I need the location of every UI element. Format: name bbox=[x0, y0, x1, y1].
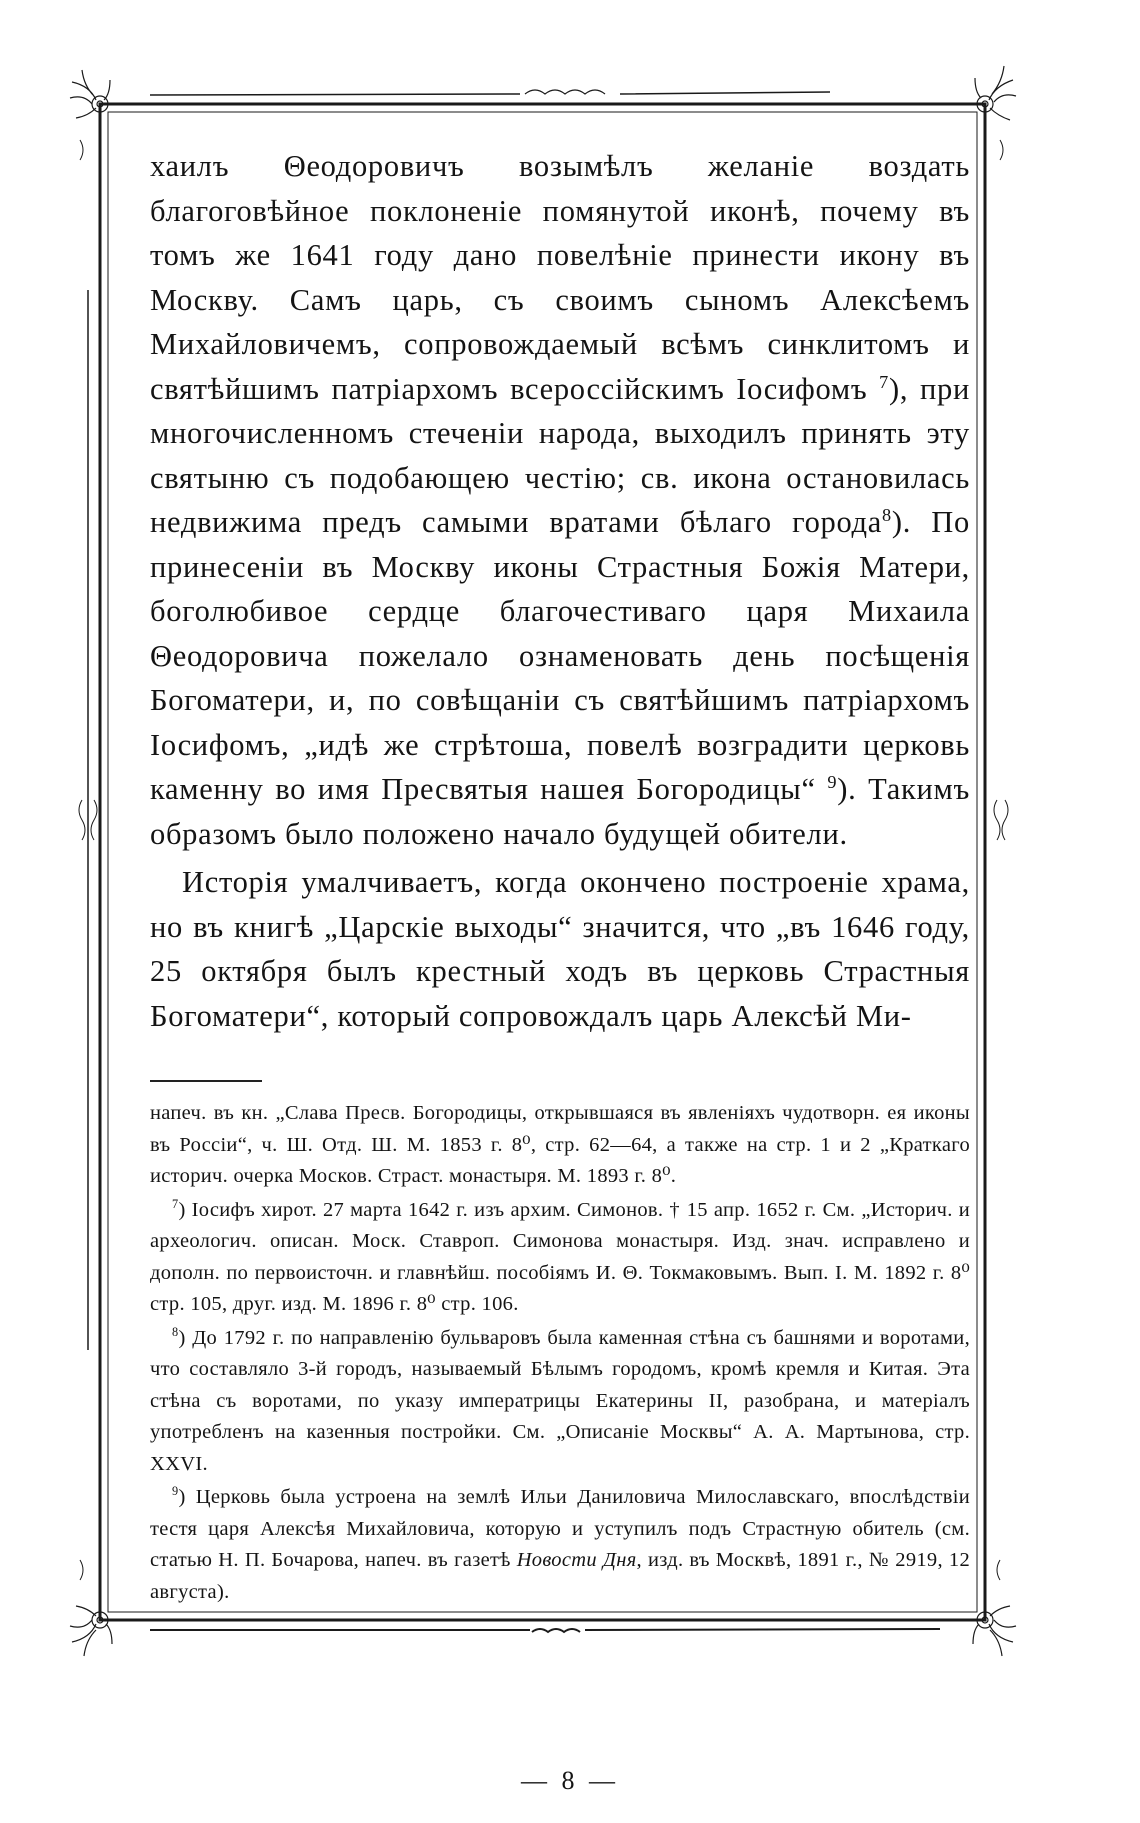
page-number: — 8 — bbox=[521, 1766, 619, 1795]
paragraph-1 bbox=[150, 144, 970, 856]
main-text bbox=[150, 144, 970, 1038]
footnotes bbox=[150, 1098, 970, 1608]
footnote-9-text-b: , изд. въ Москвѣ, 1891 г., № 2919, 12 августа). bbox=[150, 1549, 970, 1603]
top-center-ornament bbox=[525, 90, 605, 94]
bottom-center-ornament bbox=[532, 1629, 580, 1632]
corner-ornament-bottom-right bbox=[973, 1606, 1016, 1656]
paragraph-1-part-3: ). По принесеніи въ Москву иконы Страстныя Божія Матери, боголюбивое сердце благочестиваго царя Михаила Θеодоровича пожелало ознаменовать день посѣщенія Богоматери, и, по совѣщаніи съ святѣйшимъ патріархомъ Іосифомъ, „идѣ же стрѣтоша, повелѣ возградити церковь каменну во имя Пресвятыя нашея Богородицы“ bbox=[150, 505, 970, 806]
footnote-9-mark: 9 bbox=[172, 1484, 179, 1499]
footnote-8 bbox=[150, 1323, 970, 1481]
footnote-7-mark: 7 bbox=[172, 1196, 179, 1211]
paragraph-1-part-2: ), при многочисленномъ стеченіи народа, выходилъ принять эту святыню съ подобающею честію; св. икона остановилась недвижима предъ самыми вратами бѣлаго города bbox=[150, 371, 970, 539]
footnote-7 bbox=[150, 1195, 970, 1321]
footnote-8-text: ) До 1792 г. по направленію бульваровъ была каменная стѣна съ башнями и воротами, что составляло 3-й городъ, называемый Бѣлымъ городомъ, кромѣ кремля и Китая. Эта стѣна съ воротами, по указу императрицы Екатерины II, разобрана, и матеріалъ употребленъ на казенныя постройки. См. „Описаніе Москвы“ А. А. Мартынова, стр. XXVI. bbox=[150, 1326, 970, 1475]
left-side-ornaments bbox=[79, 140, 97, 1580]
top-ornament-rule bbox=[150, 92, 830, 95]
paragraph-1-part-4: ). Такимъ образомъ было положено начало будущей обители. bbox=[150, 772, 970, 851]
paragraph-1-part-1: хаилъ Θеодоровичъ возымѣлъ желаніе воздать благоговѣйное поклоненіе помянутой иконѣ, почему въ томъ же 1641 году дано повелѣніе принести икону въ Москву. Самъ царь, съ своимъ сыномъ Алексѣемъ Михайловичемъ, сопровождаемый всѣмъ синклитомъ и святѣйшимъ патріархомъ всероссійскимъ Іосифомъ bbox=[150, 149, 970, 406]
page-content bbox=[150, 144, 970, 1608]
corner-ornament-bottom-left bbox=[70, 1606, 112, 1656]
corner-ornament-top-right bbox=[975, 66, 1016, 120]
paragraph-2: Исторія умалчиваетъ, когда окончено построеніе храма, но въ книгѣ „Царскіе выходы“ значится, что „въ 1646 году, 25 октября былъ крестный ходъ въ церковь Страстныя Богоматери“, который сопровождалъ царь Алексѣй Ми- bbox=[150, 865, 970, 1033]
footnote-9 bbox=[150, 1482, 970, 1608]
footnote-ref-8: 8 bbox=[882, 504, 892, 525]
footnote-9-text-a: ) Церковь была устроена на землѣ Ильи Даниловича Милославскаго, впослѣдствіи тестя царя Алексѣя Михайловича, которую и уступилъ подъ Страстную обитель (см. статью Н. П. Бочарова, напеч. въ газетѣ bbox=[150, 1486, 970, 1571]
footnote-7-text: ) Іосифъ хирот. 27 марта 1642 г. изъ архим. Симонов. † 15 апр. 1652 г. См. „Историч. и археологич. описан. Моск. Ставроп. Симонова монастыря. Изд. знач. исправлено и дополн. по первоисточн. и главнѣйш. пособіямъ И. Θ. Токмаковымъ. Вып. І. М. 1892 г. 8⁰ стр. 105, друг. изд. М. 1896 г. 8⁰ стр. 106. bbox=[150, 1198, 970, 1315]
right-side-ornaments bbox=[994, 140, 1008, 1580]
footnote-ref-7: 7 bbox=[879, 371, 890, 392]
footnote-8-mark: 8 bbox=[172, 1324, 179, 1339]
footnote-separator bbox=[150, 1080, 262, 1082]
footnote-9-newspaper-title: Новости Дня bbox=[516, 1549, 637, 1571]
footnote-continued: напеч. въ кн. „Слава Пресв. Богородицы, открывшаяся въ явленіяхъ чудотворн. ея иконы въ Россіи“, ч. Ш. Отд. Ш. М. 1853 г. 8⁰, стр. 62—64, а также на стр. 1 и 2 „Краткаго историч. очерка Москов. Страст. монастыря. М. 1893 г. 8⁰. bbox=[150, 1102, 970, 1187]
corner-ornament-top-left bbox=[70, 70, 110, 118]
footnote-ref-9: 9 bbox=[827, 771, 838, 792]
